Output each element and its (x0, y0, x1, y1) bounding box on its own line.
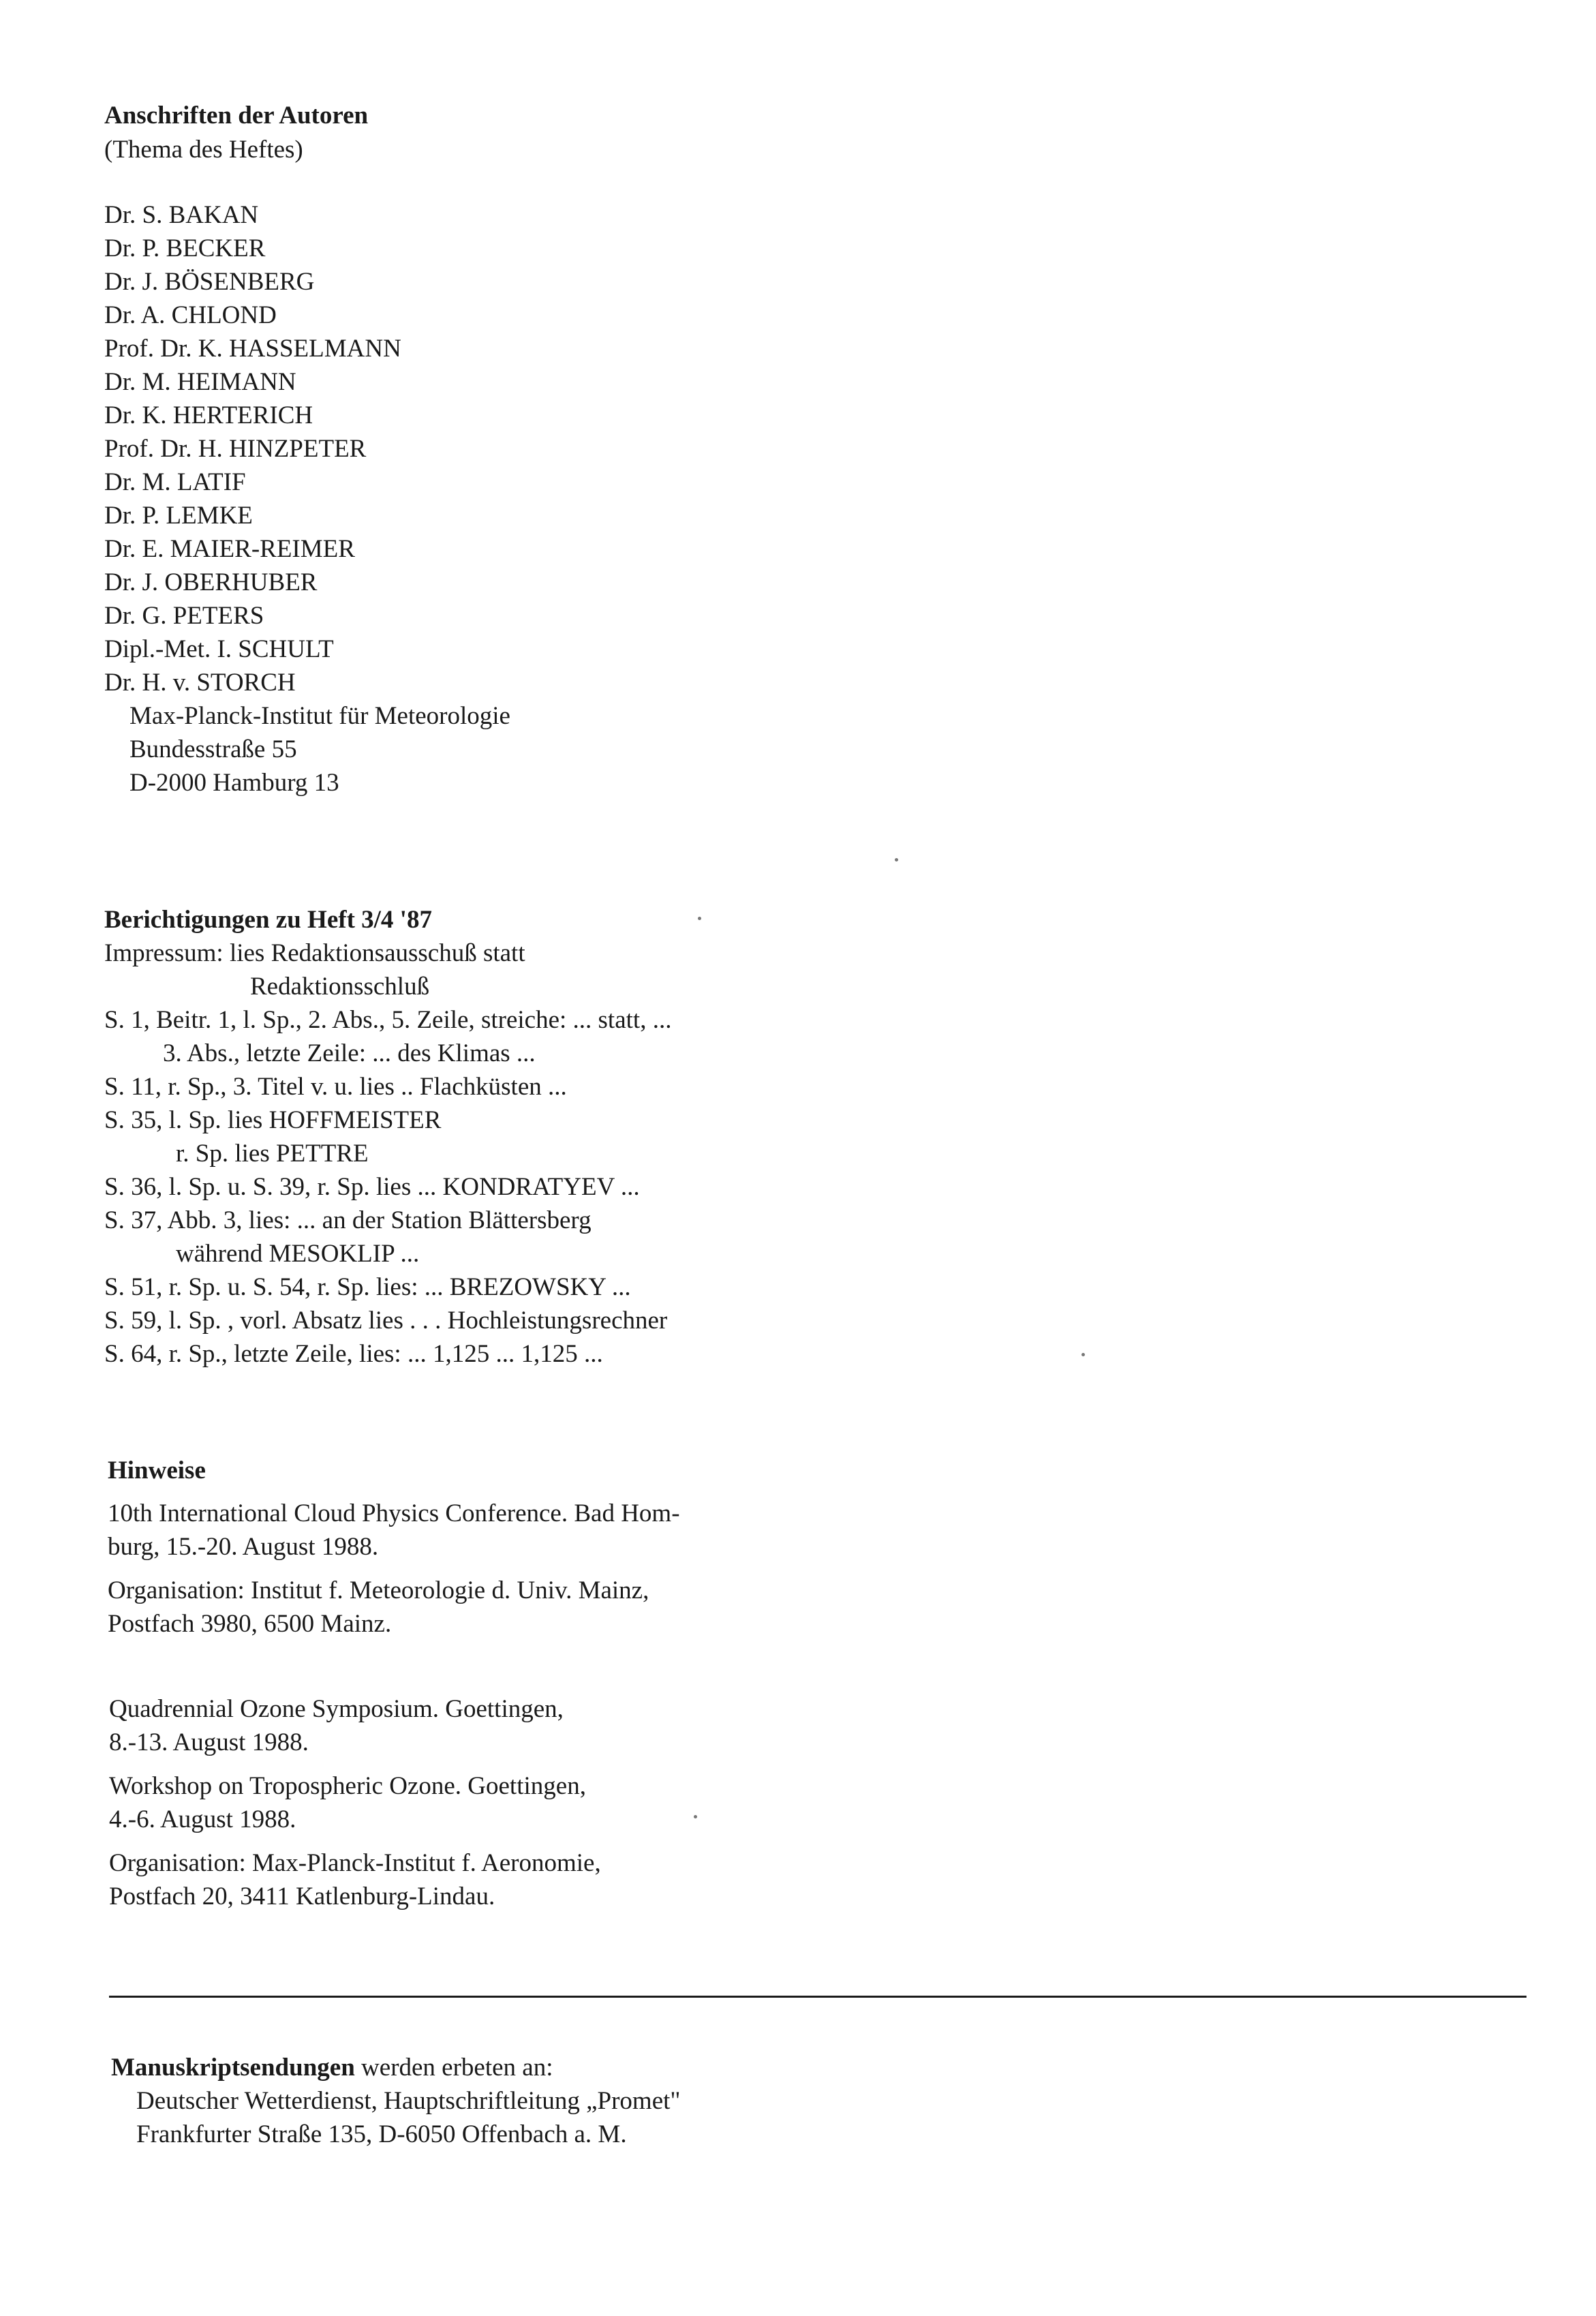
author-name: Dr. K. HERTERICH (104, 401, 313, 429)
scan-speck (1081, 1353, 1085, 1356)
author-name: Prof. Dr. H. HINZPETER (104, 435, 367, 463)
authors-address-line: Max-Planck-Institut für Meteorologie (129, 702, 510, 730)
correction-line: 3. Abs., letzte Zeile: ... des Klimas ... (163, 1039, 536, 1067)
author-name: Dr. P. BECKER (104, 234, 266, 262)
correction-line: S. 1, Beitr. 1, l. Sp., 2. Abs., 5. Zeile, streiche: ... statt, ... (104, 1006, 672, 1034)
authors-heading: Anschriften der Autoren (104, 102, 369, 129)
note-line: Workshop on Tropospheric Ozone. Goettingen, (109, 1772, 586, 1800)
note-line: Postfach 20, 3411 Katlenburg-Lindau. (109, 1883, 495, 1910)
author-name: Dr. M. LATIF (104, 468, 246, 496)
correction-line: S. 64, r. Sp., letzte Zeile, lies: ... 1,125 ... 1,125 ... (104, 1340, 603, 1368)
scan-speck (895, 858, 898, 862)
authors-subheading: (Thema des Heftes) (104, 136, 303, 164)
author-name: Dr. S. BAKAN (104, 201, 259, 229)
correction-line: während MESOKLIP ... (176, 1240, 420, 1268)
correction-line: r. Sp. lies PETTRE (176, 1140, 369, 1168)
author-name: Prof. Dr. K. HASSELMANN (104, 335, 401, 363)
note-line: 4.-6. August 1988. (109, 1805, 296, 1833)
authors-address-line: D-2000 Hamburg 13 (129, 769, 339, 797)
note-line: Organisation: Institut f. Meteorologie d. Univ. Mainz, (108, 1576, 649, 1604)
correction-line: Redaktionsschluß (250, 973, 430, 1001)
author-name: Dipl.-Met. I. SCHULT (104, 635, 334, 663)
manuscripts-address-line: Frankfurter Straße 135, D-6050 Offenbach a. M. (136, 2120, 627, 2148)
scan-speck (694, 1815, 697, 1818)
corrections-heading: Berichtigungen zu Heft 3/4 '87 (104, 906, 432, 934)
scan-speck (698, 917, 701, 920)
correction-line: S. 11, r. Sp., 3. Titel v. u. lies .. Flachküsten ... (104, 1073, 567, 1101)
author-name: Dr. G. PETERS (104, 602, 264, 630)
author-name: Dr. A. CHLOND (104, 301, 277, 329)
note-line: 8.-13. August 1988. (109, 1728, 309, 1756)
note-line: 10th International Cloud Physics Conference. Bad Hom- (108, 1499, 680, 1527)
manuscripts-label: Manuskriptsendungen (111, 2054, 355, 2082)
author-name: Dr. H. v. STORCH (104, 669, 296, 697)
manuscripts-intro (111, 2052, 553, 2084)
correction-line: S. 36, l. Sp. u. S. 39, r. Sp. lies ... KONDRATYEV ... (104, 1173, 640, 1201)
notes-heading: Hinweise (108, 1457, 206, 1484)
correction-line: S. 51, r. Sp. u. S. 54, r. Sp. lies: ... BREZOWSKY ... (104, 1273, 631, 1301)
author-name: Dr. E. MAIER-REIMER (104, 535, 355, 563)
note-line: Postfach 3980, 6500 Mainz. (108, 1610, 392, 1638)
correction-line: Impressum: lies Redaktionsausschuß statt (104, 939, 525, 967)
manuscripts-address-line: Deutscher Wetterdienst, Hauptschriftleitung „Promet" (136, 2087, 681, 2115)
author-name: Dr. J. OBERHUBER (104, 568, 318, 596)
author-name: Dr. P. LEMKE (104, 502, 253, 530)
note-line: Organisation: Max-Planck-Institut f. Aeronomie, (109, 1849, 601, 1877)
authors-address-line: Bundesstraße 55 (129, 735, 297, 763)
section-divider (109, 1996, 1526, 1998)
correction-line: S. 37, Abb. 3, lies: ... an der Station Blättersberg (104, 1206, 592, 1234)
author-name: Dr. M. HEIMANN (104, 368, 296, 396)
author-name: Dr. J. BÖSENBERG (104, 268, 315, 296)
manuscripts-label-rest: werden erbeten an: (354, 2054, 553, 2082)
note-line: Quadrennial Ozone Symposium. Goettingen, (109, 1695, 564, 1723)
note-line: burg, 15.-20. August 1988. (108, 1533, 379, 1561)
correction-line: S. 35, l. Sp. lies HOFFMEISTER (104, 1106, 442, 1134)
correction-line: S. 59, l. Sp. , vorl. Absatz lies . . . Hochleistungsrechner (104, 1307, 668, 1335)
